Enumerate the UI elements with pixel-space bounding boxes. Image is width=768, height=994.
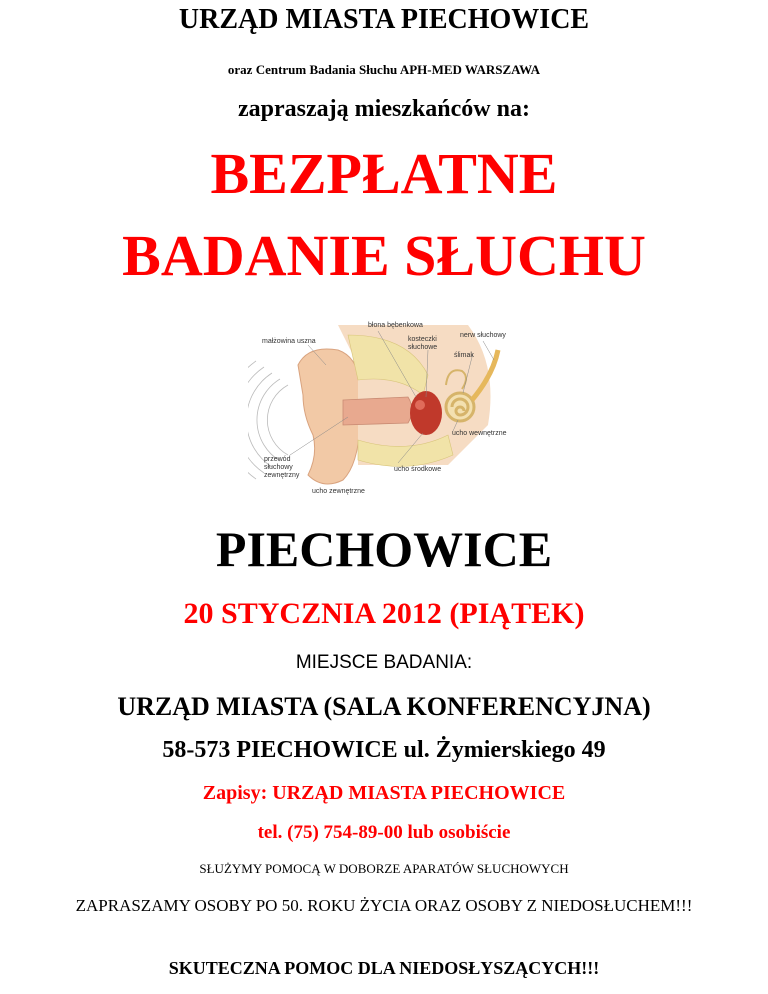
audience-note: ZAPRASZAMY OSOBY PO 50. ROKU ŻYCIA ORAZ OSOBY Z NIEDOSŁUCHEM!!! xyxy=(75,896,693,915)
label-cochlea: ślimak xyxy=(454,352,474,359)
label-ear-canal-2: słuchowy xyxy=(264,464,293,471)
label-eardrum: błona bębenkowa xyxy=(368,322,423,329)
ear-canal-shape xyxy=(343,397,412,425)
signup-info: Zapisy: URZĄD MIASTA PIECHOWICE xyxy=(202,782,566,804)
event-place: URZĄD MIASTA (SALA KONFERENCYJNA) xyxy=(117,692,651,721)
label-outer-ear: ucho zewnętrzne xyxy=(312,488,365,495)
headline-free: BEZPŁATNE xyxy=(210,141,558,206)
slogan: SKUTECZNA POMOC DLA NIEDOSŁYSZĄCYCH!!! xyxy=(168,958,600,978)
city-title: PIECHOWICE xyxy=(215,521,553,577)
event-date: 20 STYCZNIA 2012 (PIĄTEK) xyxy=(183,597,585,630)
invite-text: zapraszają mieszkańców na: xyxy=(238,96,530,122)
label-auditory-nerve: nerw słuchowy xyxy=(460,332,506,339)
partner-subtitle: oraz Centrum Badania Słuchu APH-MED WARSZAWA xyxy=(227,62,541,77)
label-auricle: małżowina uszna xyxy=(262,338,316,345)
label-inner-ear: ucho wewnętrzne xyxy=(452,430,507,437)
label-ossicles-1: kosteczki xyxy=(408,336,437,343)
headline-hearing-test: BADANIE SŁUCHU xyxy=(122,223,646,288)
service-note: SŁUŻYMY POMOCĄ W DOBORZE APARATÓW SŁUCHOWYCH xyxy=(199,861,569,876)
label-middle-ear: ucho środkowe xyxy=(394,466,442,473)
event-address: 58-573 PIECHOWICE ul. Żymierskiego 49 xyxy=(162,737,606,763)
ear-anatomy-diagram xyxy=(248,305,530,501)
label-ear-canal-1: przewód xyxy=(264,456,291,463)
middle-ear-shape xyxy=(410,391,442,435)
organizer-title: URZĄD MIASTA PIECHOWICE xyxy=(178,4,590,35)
label-ear-canal-3: zewnętrzny xyxy=(264,472,300,479)
place-label: MIEJSCE BADANIA: xyxy=(295,652,473,673)
label-ossicles-2: słuchowe xyxy=(408,344,438,351)
phone-info: tel. (75) 754-89-00 lub osobiście xyxy=(257,822,511,843)
cochlea-shape xyxy=(446,393,474,421)
